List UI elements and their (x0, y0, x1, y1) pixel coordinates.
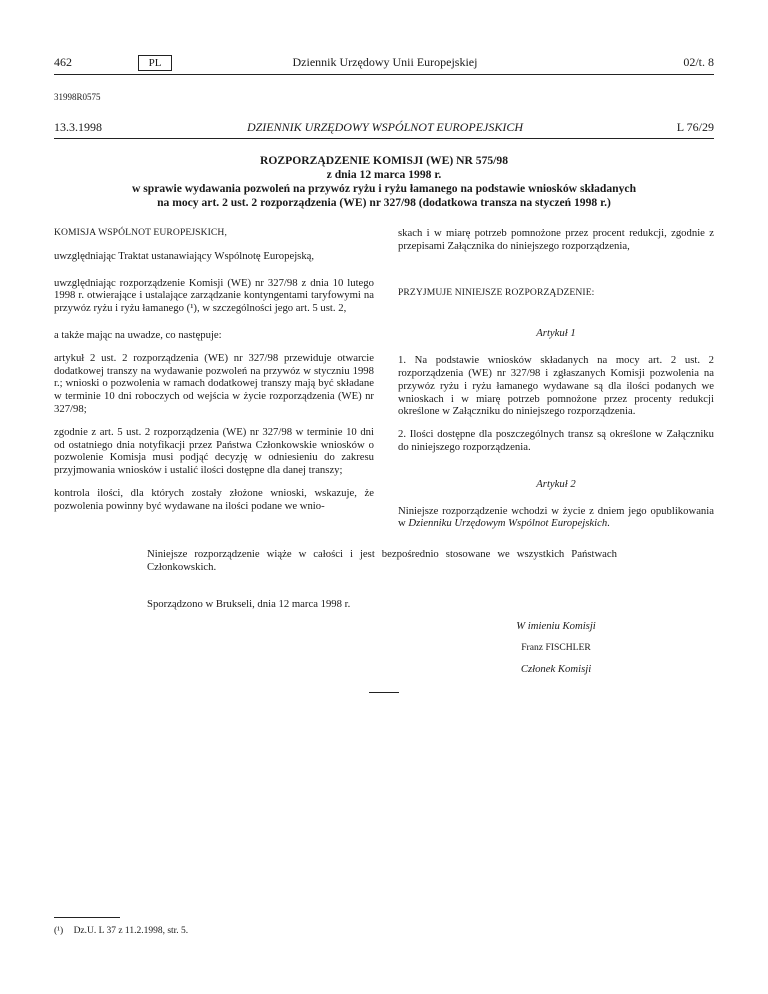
footnote-mark: (¹) (54, 926, 64, 936)
footnote-text: Dz.U. L 37 z 11.2.1998, str. 5. (73, 926, 189, 936)
regulation-date: z dnia 12 marca 1998 r. (326, 168, 442, 181)
article-1-heading: Artykuł 1 (536, 327, 576, 340)
recital-3: kontrola ilości, dla których zostały złożone wnioski, wskazuje, że pozwolenia powinny być wydawane na ilości podane we wnio- (54, 486, 374, 512)
volume-label: 02/t. 8 (683, 55, 714, 69)
oj-reference: L 76/29 (676, 120, 714, 134)
right-column (398, 227, 714, 540)
regulation-subject-line1: w sprawie wydawania pozwoleń na przywóz ryżu i ryżu łamanego na podstawie wniosków składanych (131, 182, 637, 195)
signatory-role: Członek Komisji (520, 663, 592, 675)
regulation-title: ROZPORZĄDZENIE KOMISJI (WE) NR 575/98 (260, 154, 508, 167)
header-rule (54, 74, 714, 75)
page-number: 462 (54, 55, 72, 69)
article-1-para-1: 1. Na podstawie wniosków składanych na mocy art. 2 ust. 2 rozporządzenia (WE) nr 327/98 i zgłaszanych Komisji pozwolenia na przywóz ryżu i ryżu łamanego wydawane są dla ilości podanych we wnioskach i w miarę potrzeb pomnożone przez procenty redukcji określone w Załączniku do niniejszego rozporządzenia. (398, 354, 714, 418)
recital-2: zgodnie z art. 5 ust. 2 rozporządzenia (WE) nr 327/98 w terminie 10 dni od ostatniego dnia notyfikacji przez Państwa Członkowskie wniosków o pozwolenie Komisja musi podjąć decyzję w odniesieniu do zakresu przyjmowania wniosków i ustalić ilości dostępne dla danej transzy; (54, 425, 374, 477)
article-1-para-2: 2. Ilości dostępne dla poszczególnych transz są określone w Załączniku do niniejszego rozporządzenia. (398, 428, 714, 453)
journal-title: Dziennik Urzędowy Unii Europejskiej (292, 55, 478, 69)
article-2-heading: Artykuł 2 (536, 477, 576, 490)
footnote (54, 926, 188, 936)
commission-heading: KOMISJA WSPÓLNOT EUROPEJSKICH, (54, 227, 227, 238)
binding-clause: Niniejsze rozporządzenie wiąże w całości i jest bezpośrednio stosowane we wszystkich Państwach Członkowskich. (147, 548, 617, 573)
recital-1: artykuł 2 ust. 2 rozporządzenia (WE) nr 327/98 przewiduje otwarcie dodatkowej transzy na wydawanie pozwoleń na przywóz w styczniu 1998 r.; wnioski o pozwolenia w ramach dodatkowej transzy mają być składane w terminie 10 dni roboczych od wejścia w życie rozporządzenia (WE) nr 327/98; (54, 351, 374, 415)
place-and-date: Sporządzono w Brukseli, dnia 12 marca 1998 r. (147, 598, 351, 610)
recital-3-continued: skach i w miarę potrzeb pomnożone przez procent redukcji, zgodnie z przepisami Załącznika do niniejszego rozporządzenia, (398, 227, 714, 252)
recital-regulation: uwzględniając rozporządzenie Komisji (WE) nr 327/98 z dnia 10 lutego 1998 r. otwierające i ustalające zarządzanie kontyngentami taryfowymi na przywóz ryżu i ryżu łamanego (¹), w szczególności jego art. 5 ust. 2, (54, 276, 374, 315)
left-column (54, 227, 374, 523)
recital-treaty: uwzględniając Traktat ustanawiający Wspólnotę Europejską, (54, 249, 315, 262)
whereas-intro: a także mając na uwadze, co następuje: (54, 328, 222, 341)
language-badge: PL (138, 55, 172, 71)
header-rule-2 (54, 138, 714, 139)
celex-number: 31998R0575 (54, 92, 101, 102)
enacting-formula: PRZYJMUJE NINIEJSZE ROZPORZĄDZENIE: (398, 286, 595, 298)
original-journal-title: DZIENNIK URZĘDOWY WSPÓLNOT EUROPEJSKICH (246, 120, 524, 134)
regulation-subject-line2: na mocy art. 2 ust. 2 rozporządzenia (WE) nr 327/98 (dodatkowa transza na styczeń 1998 r.) (157, 196, 611, 209)
signatory-name: Franz FISCHLER (521, 642, 591, 653)
footnote-rule (54, 917, 120, 918)
publication-date: 13.3.1998 (54, 120, 102, 134)
signature-on-behalf: W imieniu Komisji (516, 620, 596, 632)
article-2-text: Niniejsze rozporządzenie wchodzi w życie z dniem jego opublikowania w Dzienniku Urzędowym Wspólnot Europejskich. (398, 504, 714, 530)
end-rule (369, 692, 399, 693)
